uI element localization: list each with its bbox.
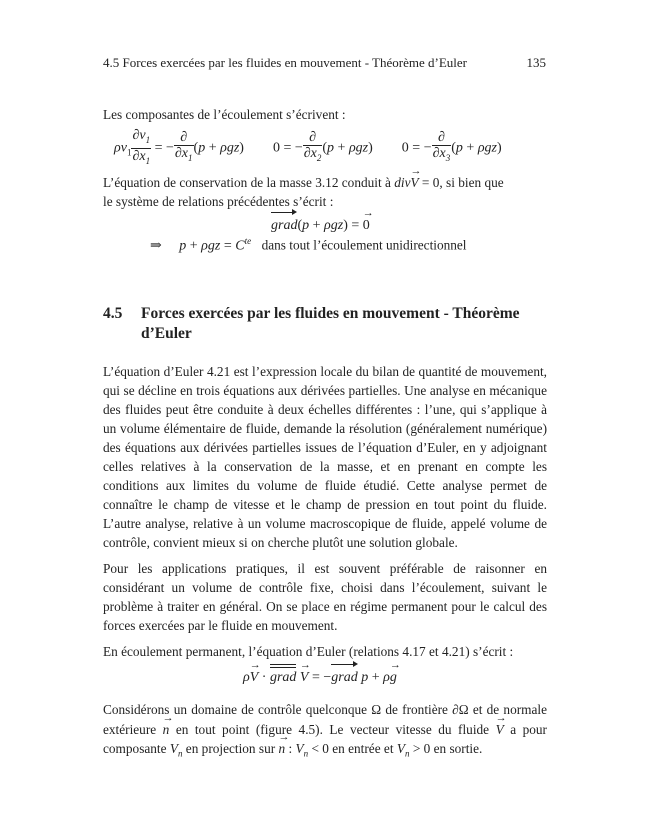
intro-text: Les composantes de l’écoulement s’écrivent :: [103, 107, 346, 122]
running-header: [103, 55, 546, 71]
section-heading: 4.5 Forces exercées par les fluides en mouvement - Théorème d’Euler: [103, 305, 520, 342]
component-equations: $\rho v_1$ $\frac{\partial v_1}{\partial x_1}$ = − $\frac{\partial}{\partial x_1}$ (p + ρgz) 0 = − $\frac{\partial}{\partial x_2}$ (p + ρgz) 0 = − $\frac{\partial}{\partial x_3}$ (p + ρgz): [114, 128, 502, 166]
grad-equation: grad(p + ρgz) = → 0: [271, 218, 370, 234]
mass-conservation-text: L’équation de conservation de la masse 3.12 conduit à div→ V = 0, si bien que le système de relations précédentes s’écrit :: [103, 173, 547, 211]
paragraph-3: En écoulement permanent, l’équation d’Euler (relations 4.17 et 4.21) s’écrit :: [103, 644, 514, 659]
constant-line: ⇒ $p + \rho gz = C^{te}$ dans tout l’écoulement unidirectionnel: [150, 236, 467, 254]
page-number: 135: [526, 55, 546, 70]
header-title: 4.5 Forces exercées par les fluides en mouvement - Théorème d’Euler: [103, 55, 467, 70]
paragraph-2: Pour les applications pratiques, il est souvent préférable de raisonner en considérant un volume de contrôle fixe, choisi dans l’écoulement, suivant le problème à traiter en général. On se place en régime permanent pour le calcul des forces exercées par le fluide en mouvement.: [103, 561, 547, 633]
paragraph-1: L’équation d’Euler 4.21 est l’expression locale du bilan de quantité de mouvement, qui se décline en trois équations aux dérivées partielles. Une analyse en mécanique des fluides peut être conduite à deux échelles différentes : l’une, qui s’applique à un volume élémentaire de fluide, demande la résolution (généralement numérique) des équations aux dérivées partielles issues de l’équation d’Euler, en y adjoignant celles relatives à la conservation de la masse, et en prenant en compte les conditions aux limites du volume de fluide étudié. Cette analyse permet de connaître le champ de vitesse et le champ de pression en tout point du fluide. L’autre analyse, relative à un volume macroscopique de fluide, appelé volume de contrôle, convient mieux si on cherche plutôt une solution globale.: [103, 364, 547, 550]
euler-equation: ρ→ V · grad → V = − grad p + ρ→ g: [243, 670, 397, 686]
paragraph-4: Considérons un domaine de contrôle quelconque Ω de frontière ∂Ω et de normale extérieure → n en tout point (figure 4.5). Le vecteur vitesse du fluide → V a pour composante $V_n$ en projection sur → n : $V_n < 0$ en entrée et $V_n > 0$ en sortie.: [103, 700, 547, 764]
